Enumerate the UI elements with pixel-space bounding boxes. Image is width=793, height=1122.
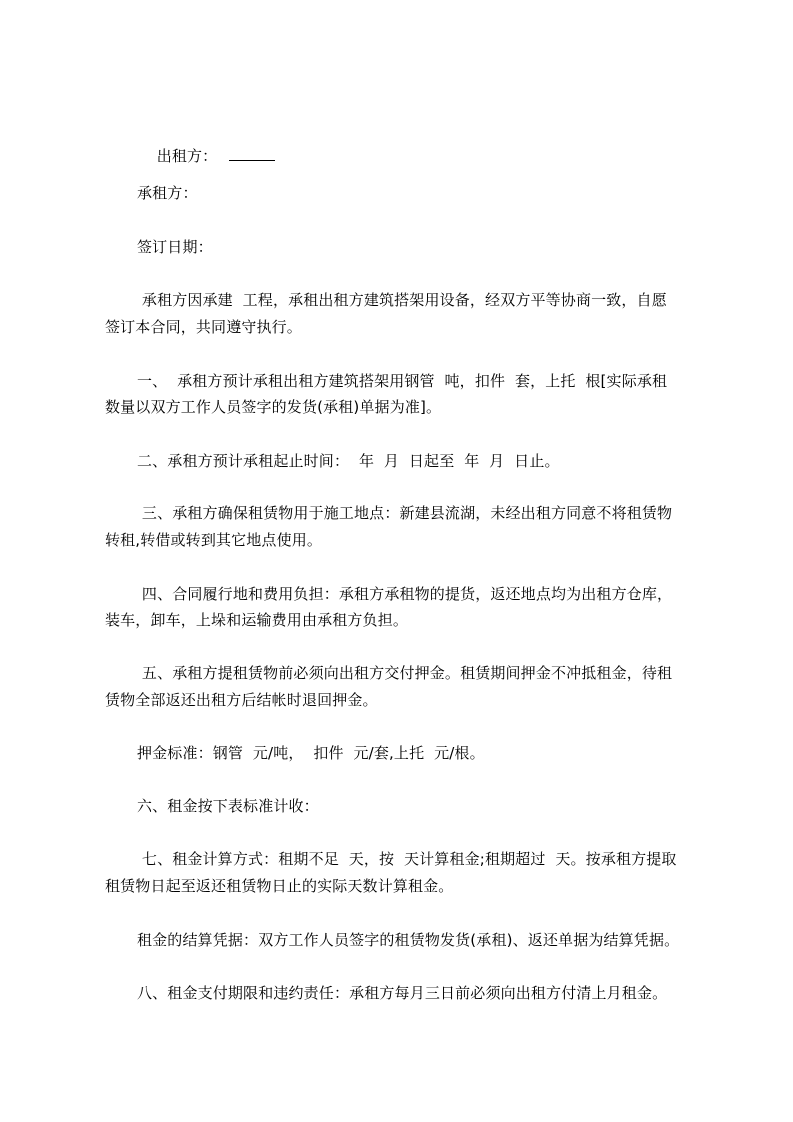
clause-7-line-2: 租赁物日起至返还租赁物日止的实际天数计算租金。 [105, 877, 454, 895]
settlement-basis: 租金的结算凭据：双方工作人员签字的租赁物发货(承租)、返还单据为结算凭据。 [137, 931, 680, 949]
clause-5-line-2: 赁物全部返还出租方后结帐时退回押金。 [105, 691, 378, 709]
clause-3-line-2: 转租,转借或转到其它地点使用。 [105, 531, 323, 549]
clause-5-line-1: 五、承租方提租赁物前必须向出租方交付押金。租赁期间押金不冲抵租金，待租 [137, 664, 673, 682]
intro-line-2: 签订本合同，共同遵守执行。 [105, 318, 302, 336]
clause-2: 二、承租方预计承租起止时间： 年 月 日起至 年 月 日止。 [137, 452, 560, 470]
lessor-blank [229, 149, 275, 161]
clause-8: 八、租金支付期限和违约责任：承租方每月三日前必须向出租方付清上月租金。 [137, 984, 668, 1002]
clause-6: 六、租金按下表标准计收： [137, 797, 319, 815]
intro-line-1: 承租方因承建 工程，承租出租方建筑搭架用设备，经双方平等协商一致，自愿 [137, 291, 667, 309]
deposit-standard: 押金标准：钢管 元/吨， 扣件 元/套,上托 元/根。 [137, 744, 485, 762]
date-label: 签订日期： [137, 238, 213, 256]
lessor-line [137, 134, 275, 179]
clause-1-line-2: 数量以双方工作人员签字的发货(承租)单据为准]。 [105, 398, 442, 416]
clause-1-line-1: 一、 承租方预计承租出租方建筑搭架用钢管 吨，扣件 套，上托 根[实际承租 [137, 372, 668, 390]
clause-4-line-1: 四、合同履行地和费用负担：承租方承租物的提货，返还地点均为出租方仓库， [137, 585, 673, 603]
clause-3-line-1: 三、承租方确保租赁物用于施工地点：新建县流湖，未经出租方同意不将租赁物 [137, 504, 673, 522]
lessor-label: 出租方： [156, 147, 218, 165]
lessee-label: 承租方： [137, 184, 198, 202]
clause-7-line-1: 七、租金计算方式：租期不足 天，按 天计算租金;租期超过 天。按承租方提取 [137, 850, 677, 868]
clause-4-line-2: 装车，卸车，上垛和运输费用由承租方负担。 [105, 611, 409, 629]
